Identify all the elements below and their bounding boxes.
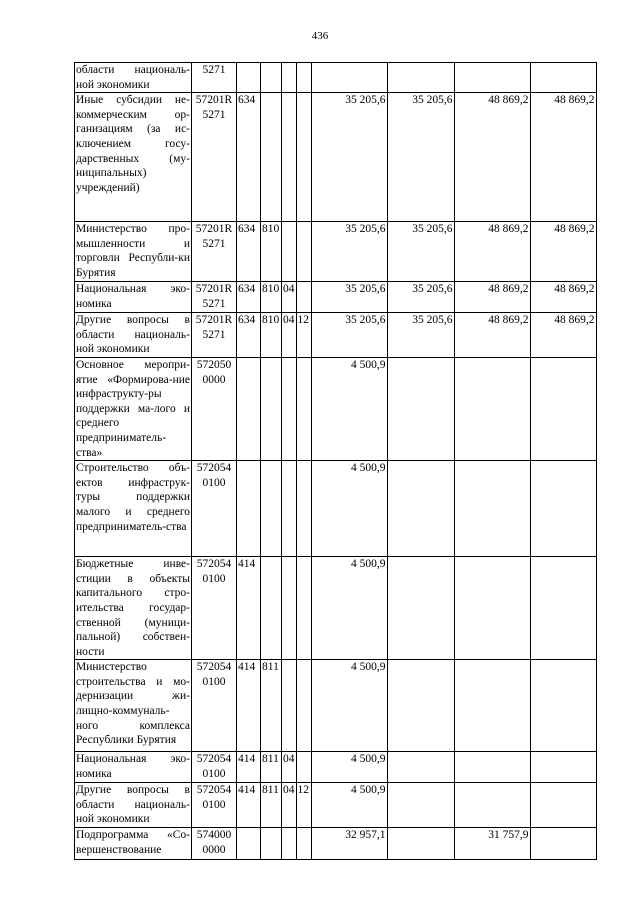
row-section [282,461,297,557]
row-ministry-code: 811 [261,783,282,828]
row-section: 04 [282,282,297,313]
row-subsection: 12 [296,313,311,358]
row-expense-type [237,63,261,93]
table-row [75,313,597,358]
table-row [75,282,597,313]
row-amount-4: 48 869,2 [530,282,596,313]
row-subsection [296,557,311,660]
row-name: Министерство строительства и мо-дернизации жи-лищно-коммуналь-ного комплекса Республики Бурятия [75,660,192,752]
row-amount-2 [387,357,454,460]
row-amount-4 [530,557,596,660]
row-amount-1: 4 500,9 [311,783,387,828]
row-amount-4 [530,828,596,860]
row-amount-4 [530,63,596,93]
row-amount-2 [387,660,454,752]
row-ministry-code [261,828,282,860]
row-subsection [296,828,311,860]
row-amount-3: 48 869,2 [454,282,530,313]
row-amount-4 [530,752,596,783]
table-row [75,752,597,783]
row-subsection [296,357,311,460]
row-amount-1: 4 500,9 [311,557,387,660]
row-amount-2 [387,557,454,660]
row-target-code: 572054 0100 [192,660,237,752]
row-name: Другие вопросы в области националь-ной экономики [75,313,192,358]
row-section: 04 [282,313,297,358]
row-expense-type: 414 [237,752,261,783]
row-section [282,557,297,660]
table-row [75,660,597,752]
row-ministry-code [261,93,282,222]
row-ministry-code: 811 [261,660,282,752]
row-ministry-code: 810 [261,222,282,282]
row-target-code: 57201R 5271 [192,313,237,358]
table-row [75,63,597,93]
row-section: 04 [282,783,297,828]
row-ministry-code: 811 [261,752,282,783]
row-subsection [296,461,311,557]
row-name: области националь-ной экономики [75,63,192,93]
row-subsection [296,63,311,93]
row-amount-2: 35 205,6 [387,222,454,282]
row-amount-3: 48 869,2 [454,93,530,222]
row-target-code: 572054 0100 [192,461,237,557]
row-amount-3: 31 757,9 [454,828,530,860]
row-amount-1: 35 205,6 [311,93,387,222]
table-row [75,783,597,828]
row-amount-1: 32 957,1 [311,828,387,860]
row-section [282,357,297,460]
row-amount-3 [454,660,530,752]
row-amount-3 [454,752,530,783]
row-name: Национальная эко-номика [75,752,192,783]
row-section [282,828,297,860]
row-amount-1: 35 205,6 [311,222,387,282]
row-name: Строительство объ-ектов инфраструк-туры поддержки малого и среднего предприниматель-ства [75,461,192,557]
row-name: Другие вопросы в области националь-ной экономики [75,783,192,828]
page-number: 436 [311,30,329,42]
row-amount-3 [454,461,530,557]
budget-table [74,62,597,860]
row-amount-2: 35 205,6 [387,282,454,313]
table-row [75,557,597,660]
row-name: Министерство про-мышленности и торговли Республи-ки Бурятия [75,222,192,282]
row-amount-2 [387,461,454,557]
row-ministry-code: 810 [261,313,282,358]
row-amount-1: 4 500,9 [311,461,387,557]
table-row [75,461,597,557]
row-amount-3 [454,357,530,460]
row-name: Основное меропри-ятие «Формирова-ние инфраструкту-ры поддержки ма-лого и среднего предприниматель-ства» [75,357,192,460]
row-ministry-code: 810 [261,282,282,313]
row-amount-3 [454,63,530,93]
row-target-code: 572054 0100 [192,557,237,660]
row-target-code: 57201R 5271 [192,282,237,313]
row-subsection: 12 [296,783,311,828]
row-expense-type [237,357,261,460]
row-amount-4: 48 869,2 [530,93,596,222]
row-amount-1: 4 500,9 [311,752,387,783]
row-amount-3: 48 869,2 [454,222,530,282]
row-ministry-code [261,63,282,93]
row-section [282,93,297,222]
row-target-code: 572054 0100 [192,752,237,783]
row-amount-1 [311,63,387,93]
row-amount-1: 35 205,6 [311,282,387,313]
row-amount-4 [530,461,596,557]
row-expense-type [237,461,261,557]
row-expense-type: 634 [237,93,261,222]
row-amount-2 [387,752,454,783]
row-expense-type: 414 [237,557,261,660]
row-amount-1: 4 500,9 [311,357,387,460]
row-ministry-code [261,461,282,557]
row-expense-type: 634 [237,282,261,313]
row-amount-1: 35 205,6 [311,313,387,358]
row-amount-3 [454,557,530,660]
row-subsection [296,93,311,222]
table-row [75,222,597,282]
row-amount-4 [530,357,596,460]
row-target-code: 5271 [192,63,237,93]
row-section [282,63,297,93]
row-amount-2: 35 205,6 [387,93,454,222]
row-ministry-code [261,557,282,660]
row-target-code: 57201R 5271 [192,93,237,222]
row-subsection [296,752,311,783]
row-amount-2: 35 205,6 [387,313,454,358]
row-subsection [296,660,311,752]
table-row [75,357,597,460]
row-amount-2 [387,828,454,860]
row-name: Бюджетные инве-стиции в объекты капитального стро-ительства государ-ственной (муници-пальной) собствен-ности [75,557,192,660]
row-amount-1: 4 500,9 [311,660,387,752]
row-expense-type [237,828,261,860]
row-amount-4 [530,660,596,752]
row-name: Иные субсидии не-коммерческим ор-ганизациям (за ис-ключением госу-дарственных (му-ниципальных) учреждений) [75,93,192,222]
row-subsection [296,282,311,313]
row-amount-2 [387,63,454,93]
row-ministry-code [261,357,282,460]
row-target-code: 572050 0000 [192,357,237,460]
row-section [282,660,297,752]
row-name: Подпрограмма «Со-вершенствование [75,828,192,860]
row-target-code: 57201R 5271 [192,222,237,282]
row-amount-4: 48 869,2 [530,313,596,358]
row-section [282,222,297,282]
row-expense-type: 634 [237,313,261,358]
row-amount-4 [530,783,596,828]
row-expense-type: 414 [237,660,261,752]
row-subsection [296,222,311,282]
row-target-code: 574000 0000 [192,828,237,860]
row-amount-4: 48 869,2 [530,222,596,282]
row-expense-type: 634 [237,222,261,282]
table-row [75,828,597,860]
row-name: Национальная эко-номика [75,282,192,313]
row-expense-type: 414 [237,783,261,828]
table-row [75,93,597,222]
row-target-code: 572054 0100 [192,783,237,828]
row-amount-2 [387,783,454,828]
row-section: 04 [282,752,297,783]
row-amount-3 [454,783,530,828]
row-amount-3: 48 869,2 [454,313,530,358]
